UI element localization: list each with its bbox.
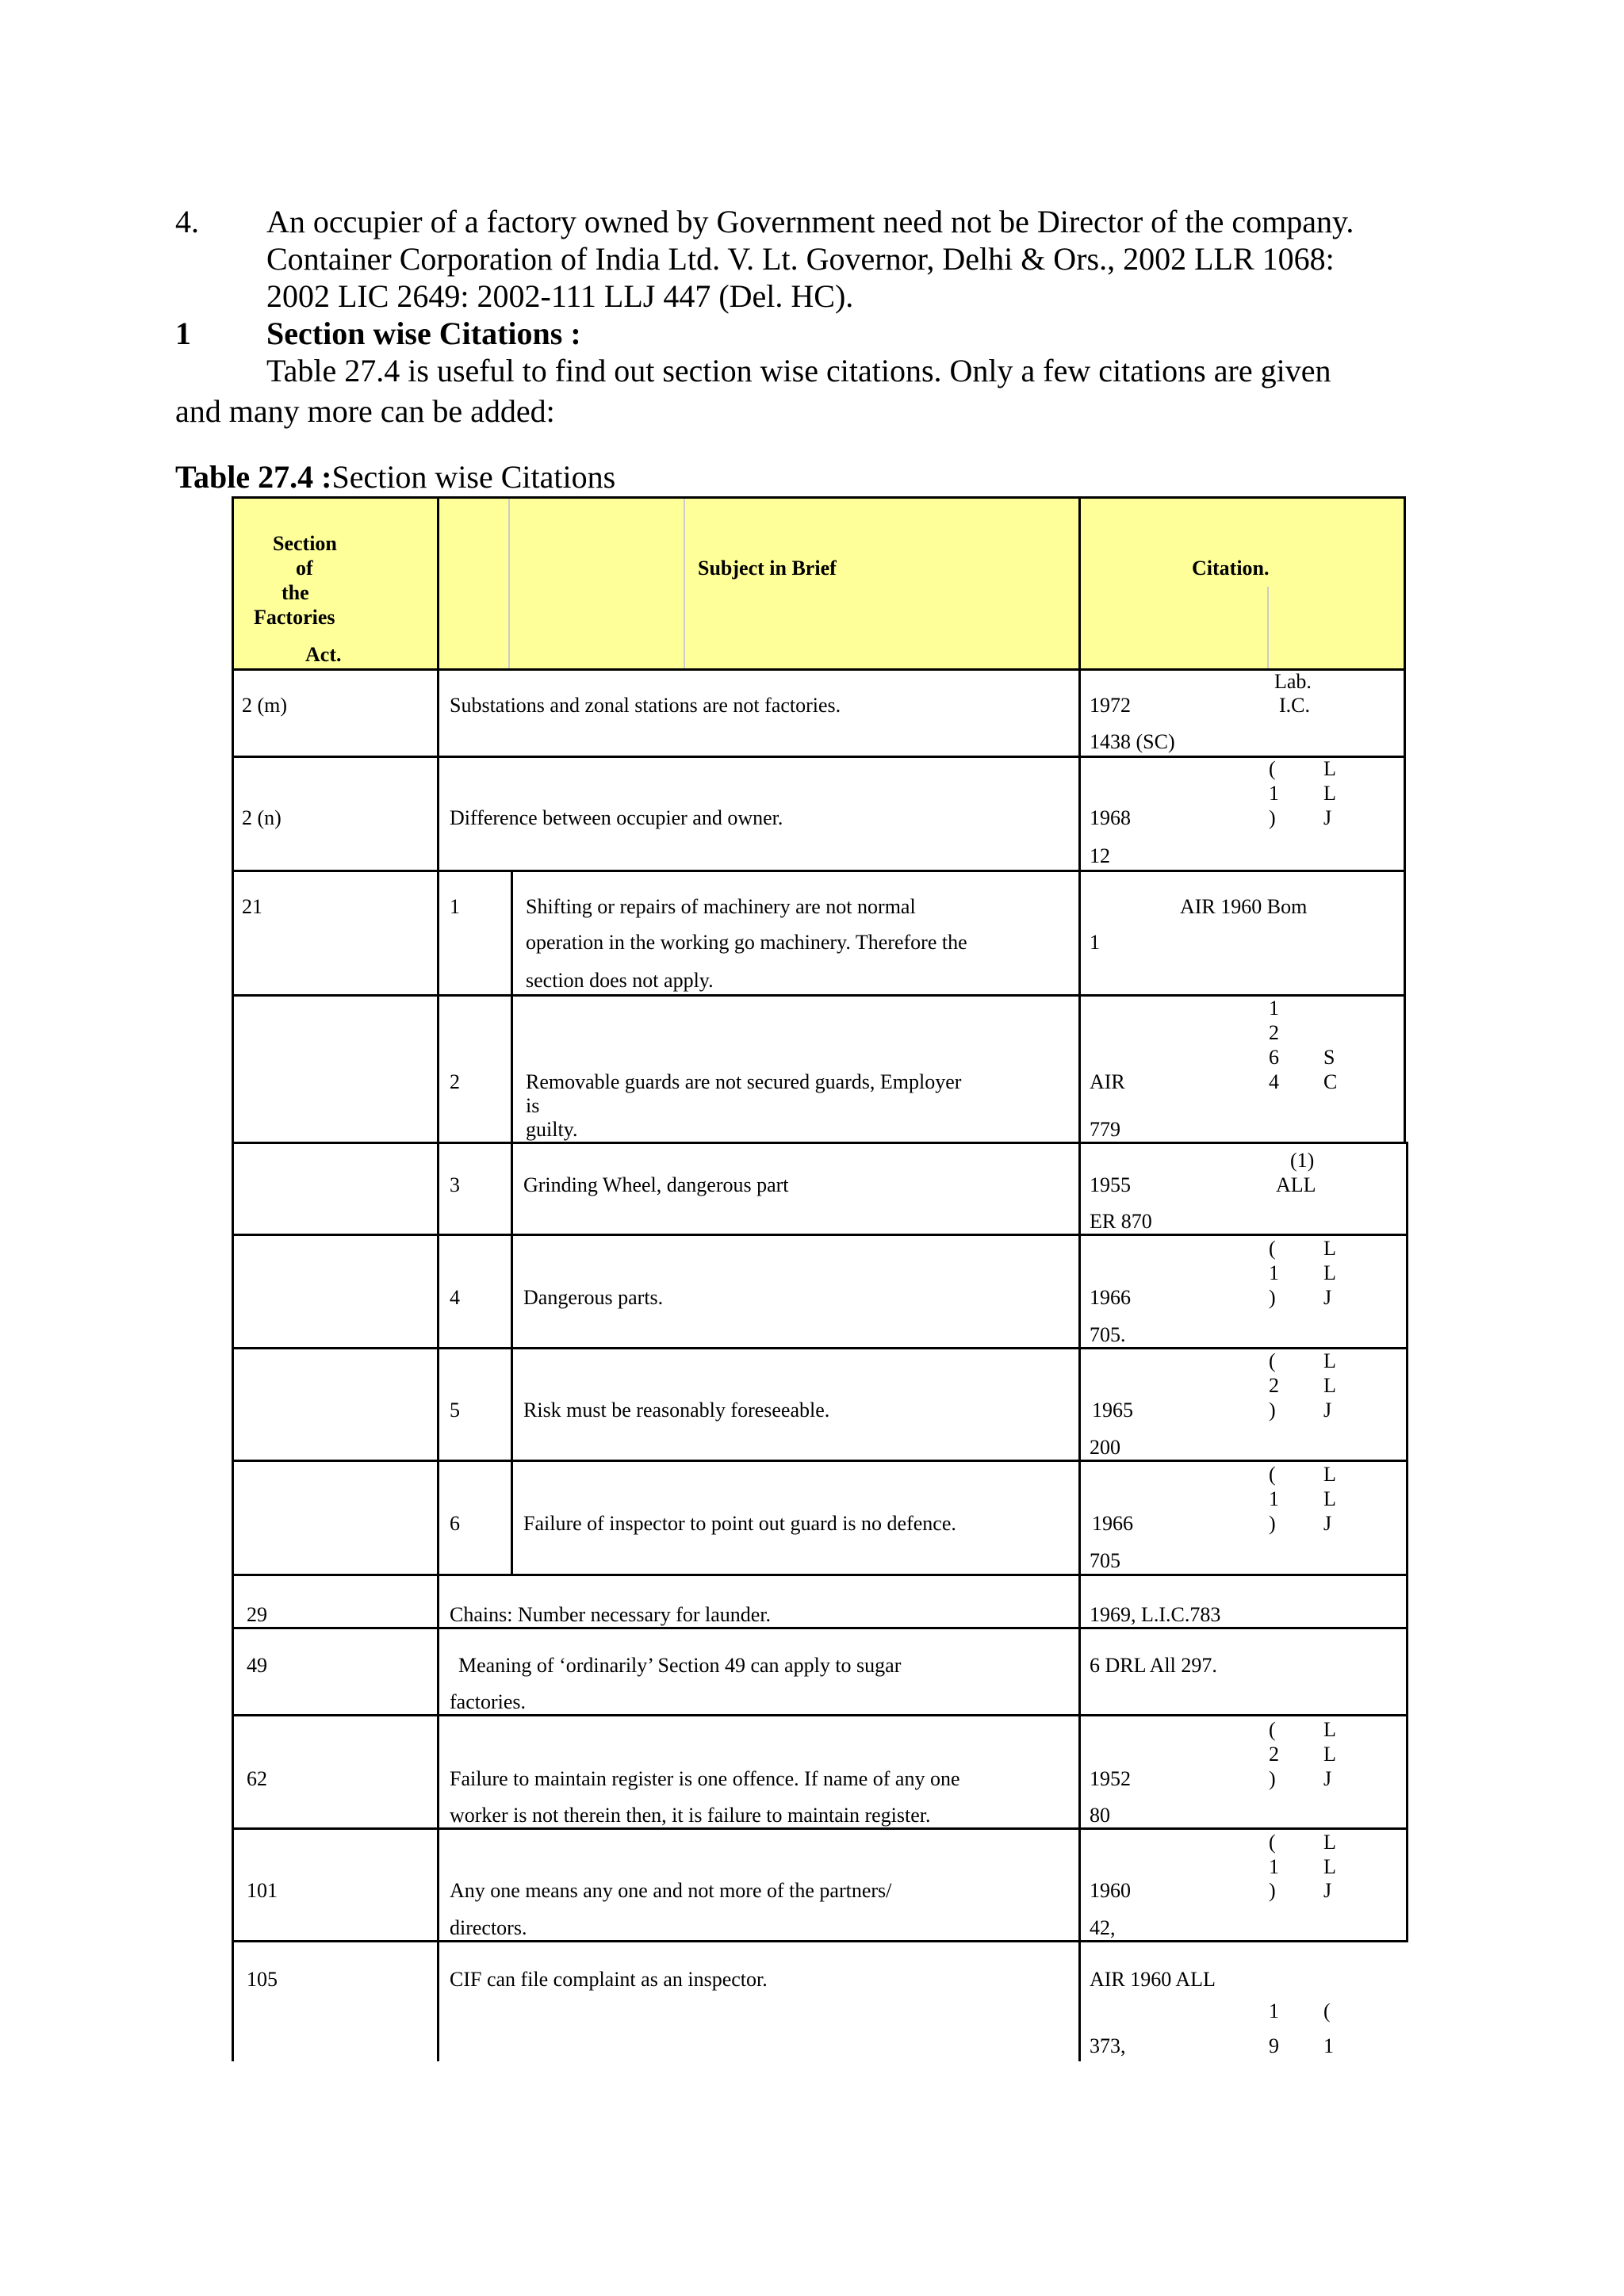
row-citation: AIR 1960 ALL: [1090, 1968, 1216, 1991]
row-citation: S: [1323, 1046, 1335, 1069]
header-section-line-2: of: [296, 557, 313, 580]
row-section: 2 (n): [242, 806, 282, 829]
row-subsection: 4: [450, 1286, 460, 1309]
row-subject: directors.: [450, 1916, 527, 1939]
row-subject: Shifting or repairs of machinery are not normal: [526, 895, 916, 918]
row-citation: (: [1269, 1237, 1276, 1260]
row-citation: 1: [1090, 931, 1100, 954]
item-number: 4.: [175, 204, 199, 239]
row-citation: J: [1323, 1286, 1332, 1309]
row-section: 21: [242, 895, 262, 918]
section-heading: Section wise Citations :: [266, 316, 581, 351]
row-subject: Difference between occupier and owner.: [450, 806, 783, 829]
row-citation: L: [1323, 1463, 1336, 1486]
row-citation: L: [1323, 1743, 1336, 1766]
row-citation: 42,: [1090, 1916, 1116, 1939]
row-citation: (1): [1290, 1149, 1315, 1172]
header-section-line-3: the: [282, 581, 309, 604]
row-citation: I.C.: [1279, 694, 1310, 717]
row-citation: 779: [1090, 1118, 1120, 1141]
table-header-background: [232, 497, 1404, 669]
row-citation: L: [1323, 1374, 1336, 1397]
row-citation: 705.: [1090, 1323, 1126, 1346]
row-citation: 6 DRL All 297.: [1090, 1654, 1217, 1677]
header-section-line-5: Act.: [305, 643, 342, 666]
row-citation: (: [1269, 1349, 1276, 1372]
row-citation: ALL: [1276, 1173, 1316, 1196]
row-citation: L: [1323, 1487, 1336, 1510]
row-citation: C: [1323, 1070, 1338, 1093]
row-citation: ): [1269, 806, 1276, 829]
row-citation: ): [1269, 1512, 1276, 1535]
header-subject: Subject in Brief: [698, 557, 837, 580]
row-citation: 1965: [1092, 1399, 1133, 1422]
row-citation: ): [1269, 1879, 1276, 1902]
row-citation: 6: [1269, 1046, 1279, 1069]
row-citation: J: [1323, 1767, 1332, 1790]
row-citation: 1438 (SC): [1090, 730, 1175, 753]
row-subsection: 3: [450, 1173, 460, 1196]
row-citation: ): [1269, 1767, 1276, 1790]
row-citation: 1955: [1090, 1173, 1131, 1196]
section-text-line-1: Table 27.4 is useful to find out section wise citations. Only a few citations are given: [266, 353, 1331, 388]
row-subject: Dangerous parts.: [523, 1286, 664, 1309]
row-citation: AIR 1960 Bom: [1180, 895, 1308, 918]
row-citation: J: [1323, 1399, 1332, 1422]
row-citation: L: [1323, 1261, 1336, 1284]
row-citation: 2: [1269, 1743, 1279, 1766]
row-citation: 2: [1269, 1021, 1279, 1044]
header-section-line-1: Section: [273, 532, 337, 555]
row-citation: 373,: [1090, 2034, 1126, 2057]
section-text-line-2: and many more can be added:: [175, 393, 555, 429]
row-citation: L: [1323, 1349, 1336, 1372]
row-subject: Meaning of ‘ordinarily’ Section 49 can apply to sugar: [458, 1654, 902, 1677]
row-citation: 705: [1090, 1549, 1120, 1572]
row-citation: L: [1323, 1855, 1336, 1878]
row-subject: Grinding Wheel, dangerous part: [523, 1173, 789, 1196]
row-citation: 1: [1323, 2034, 1334, 2057]
item-text-line-2: Container Corporation of India Ltd. V. Lt. Governor, Delhi & Ors., 2002 LLR 1068:: [266, 241, 1335, 277]
item-text-line-3: 2002 LIC 2649: 2002-111 LLJ 447 (Del. HC).: [266, 278, 854, 314]
row-citation: J: [1323, 1512, 1332, 1535]
row-subject: Failure to maintain register is one offence. If name of any one: [450, 1767, 960, 1790]
row-citation: 1: [1269, 1999, 1279, 2022]
row-section: 2 (m): [242, 694, 288, 717]
row-citation: (: [1269, 1831, 1276, 1854]
row-citation: 1952: [1090, 1767, 1131, 1790]
row-subject: guilty.: [526, 1118, 578, 1141]
row-citation: L: [1323, 1237, 1336, 1260]
row-citation: 4: [1269, 1070, 1279, 1093]
row-subsection: 2: [450, 1070, 460, 1093]
row-citation: ER 870: [1090, 1210, 1152, 1233]
row-subject: is: [526, 1094, 540, 1117]
row-citation: L: [1323, 1831, 1336, 1854]
row-citation: 200: [1090, 1436, 1120, 1459]
row-section: 62: [247, 1767, 267, 1790]
row-citation: J: [1323, 1879, 1332, 1902]
row-section: 49: [247, 1654, 267, 1677]
row-section: 105: [247, 1968, 278, 1991]
row-section: 29: [247, 1603, 267, 1626]
row-subsection: 5: [450, 1399, 460, 1422]
row-citation: 2: [1269, 1374, 1279, 1397]
row-subject: Any one means any one and not more of the partners/: [450, 1879, 892, 1902]
row-citation: ): [1269, 1399, 1276, 1422]
row-citation: (: [1323, 1999, 1331, 2022]
row-citation: 1: [1269, 997, 1279, 1020]
row-citation: (: [1269, 1463, 1276, 1486]
row-citation: 1: [1269, 1261, 1279, 1284]
row-citation: ): [1269, 1286, 1276, 1309]
row-subject: section does not apply.: [526, 969, 714, 992]
row-citation: 1972: [1090, 694, 1131, 717]
row-citation: 9: [1269, 2034, 1279, 2057]
item-text-line-1: An occupier of a factory owned by Government need not be Director of the company.: [266, 204, 1354, 239]
row-subject: Substations and zonal stations are not factories.: [450, 694, 841, 717]
row-citation: J: [1323, 806, 1332, 829]
table-title-text: Section wise Citations: [331, 459, 616, 495]
row-citation: 1969, L.I.C.783: [1090, 1603, 1221, 1626]
row-subject: Failure of inspector to point out guard is no defence.: [523, 1512, 956, 1535]
row-subject: CIF can file complaint as an inspector.: [450, 1968, 768, 1991]
row-subsection: 1: [450, 895, 460, 918]
row-citation: 80: [1090, 1804, 1110, 1827]
row-subject: Removable guards are not secured guards, Employer: [526, 1070, 962, 1093]
header-section-line-4: Factories: [254, 606, 335, 629]
row-subject: operation in the working go machinery. Therefore the: [526, 931, 967, 954]
row-citation: L: [1323, 757, 1336, 780]
row-citation: AIR: [1090, 1070, 1125, 1093]
row-citation: 1: [1269, 1855, 1279, 1878]
header-citation: Citation.: [1192, 557, 1270, 580]
row-citation: 1960: [1090, 1879, 1131, 1902]
row-citation: 1966: [1092, 1512, 1133, 1535]
row-citation: L: [1323, 1718, 1336, 1741]
row-citation: 1968: [1090, 806, 1131, 829]
row-section: 101: [247, 1879, 278, 1902]
row-citation: 1966: [1090, 1286, 1131, 1309]
row-subject: Chains: Number necessary for launder.: [450, 1603, 772, 1626]
row-citation: 1: [1269, 1487, 1279, 1510]
table-title-number: Table 27.4 :: [175, 459, 332, 495]
row-subject: worker is not therein then, it is failure to maintain register.: [450, 1804, 931, 1827]
row-subsection: 6: [450, 1512, 460, 1535]
row-citation: L: [1323, 782, 1336, 805]
row-citation: Lab.: [1274, 670, 1312, 693]
row-citation: 1: [1269, 782, 1279, 805]
row-citation: (: [1269, 1718, 1276, 1741]
section-number: 1: [175, 316, 191, 351]
row-citation: 12: [1090, 844, 1110, 867]
row-subject: factories.: [450, 1690, 527, 1713]
row-subject: Risk must be reasonably foreseeable.: [523, 1399, 830, 1422]
row-citation: (: [1269, 757, 1276, 780]
